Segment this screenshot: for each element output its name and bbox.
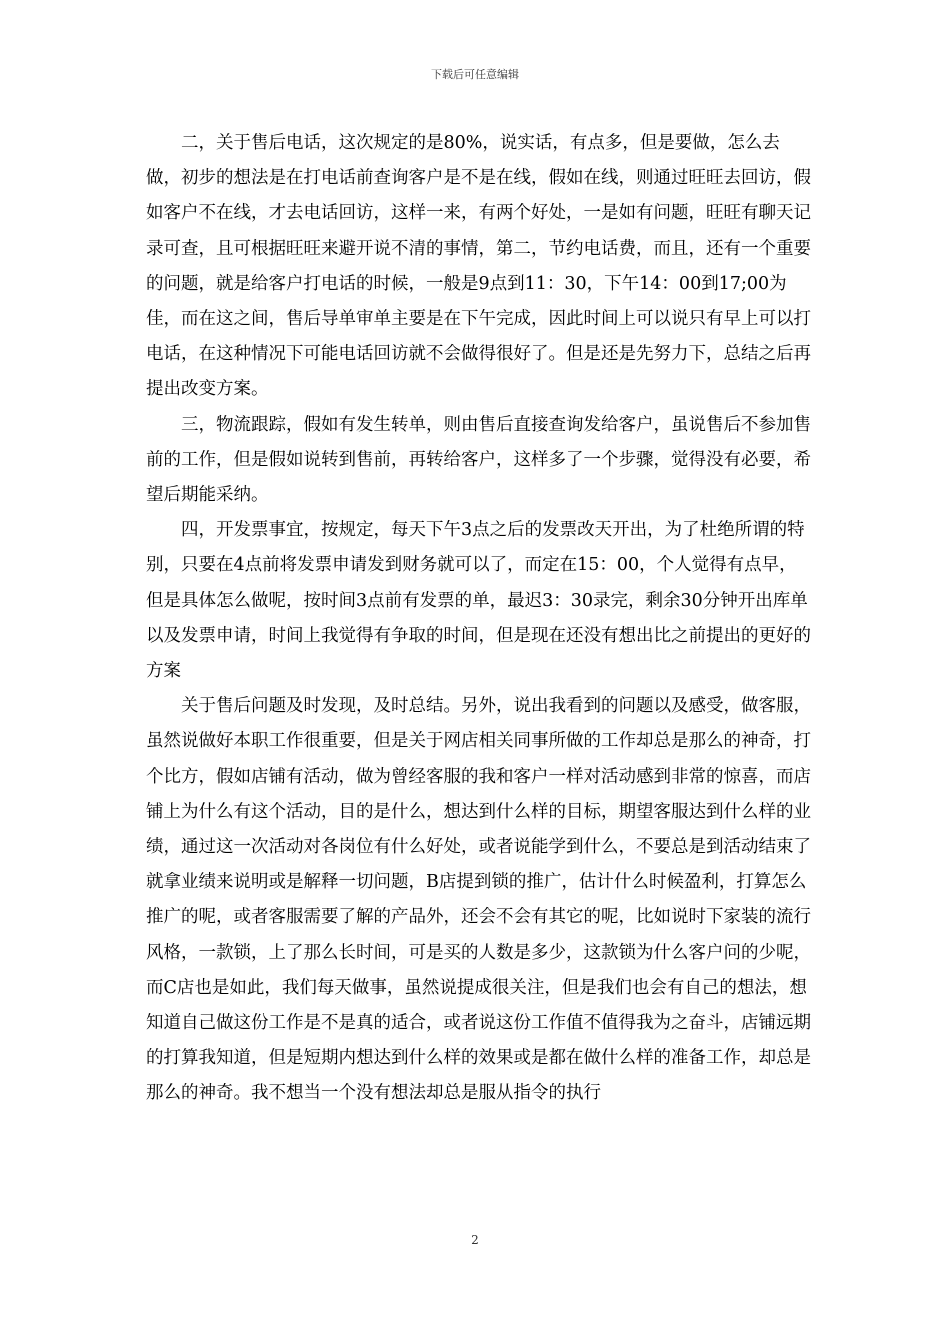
page-number: 2 bbox=[471, 1233, 479, 1247]
page-header: 下载后可任意编辑 bbox=[431, 68, 519, 81]
paragraph: 三，物流跟踪，假如有发生转单，则由售后直接查询发给客户，虽说售后不参加售前的工作，但是假如说转到售前，再转给客户，这样多了一个步骤，觉得没有必要，希望后期能采纳。 bbox=[146, 414, 811, 506]
document-body bbox=[146, 126, 814, 1112]
paragraph: 关于售后问题及时发现，及时总结。另外，说出我看到的问题以及感受，做客服，虽然说做好本职工作很重要，但是关于网店相关同事所做的工作却总是那么的神奇，打个比方，假如店铺有活动，做为曾经客服的我和客户一样对活动感到非常的惊喜，而店铺上为什么有这个活动，目的是什么，想达到什么样的目标，期望客服达到什么样的业绩，通过这一次活动对各岗位有什么好处，或者说能学到什么，不要总是到活动结束了就拿业绩来说明或是解释一切问题，B店提到锁的推广，估计什么时候盈利，打算怎么推广的呢，或者客服需要了解的产品外，还会不会有其它的呢，比如说时下家装的流行风格，一款锁，上了那么长时间，可是买的人数是多少，这款锁为什么客户问的少呢，而C店也是如此，我们每天做事，虽然说提成很关注，但是我们也会有自己的想法，想知道自己做这份工作是不是真的适合，或者说这份工作值不值得我为之奋斗，店铺远期的打算我知道，但是短期内想达到什么样的效果或是都在做什么样的准备工作，却总是那么的神奇。我不想当一个没有想法却总是服从指令的执行 bbox=[146, 696, 811, 1104]
paragraph: 二，关于售后电话，这次规定的是80%，说实话，有点多，但是要做，怎么去做，初步的想法是在打电话前查询客户是不是在线，假如在线，则通过旺旺去回访，假如客户不在线，才去电话回访，这样一来，有两个好处，一是如有问题，旺旺有聊天记录可查，且可根据旺旺来避开说不清的事情，第二，节约电话费，而且，还有一个重要的问题，就是给客户打电话的时候，一般是9点到11：30，下午14：00到17;00为佳，而在这之间，售后导单审单主要是在下午完成，因此时间上可以说只有早上可以打电话，在这种情况下可能电话回访就不会做得很好了。但是还是先努力下，总结之后再提出改变方案。 bbox=[146, 133, 811, 400]
paragraph: 四，开发票事宜，按规定，每天下午3点之后的发票改天开出，为了杜绝所谓的特别，只要在4点前将发票申请发到财务就可以了，而定在15：00，个人觉得有点早，但是具体怎么做呢，按时间3点前有发票的单，最迟3：30录完，剩余30分钟开出库单以及发票申请，时间上我觉得有争取的时间，但是现在还没有想出比之前提出的更好的方案 bbox=[146, 520, 811, 682]
